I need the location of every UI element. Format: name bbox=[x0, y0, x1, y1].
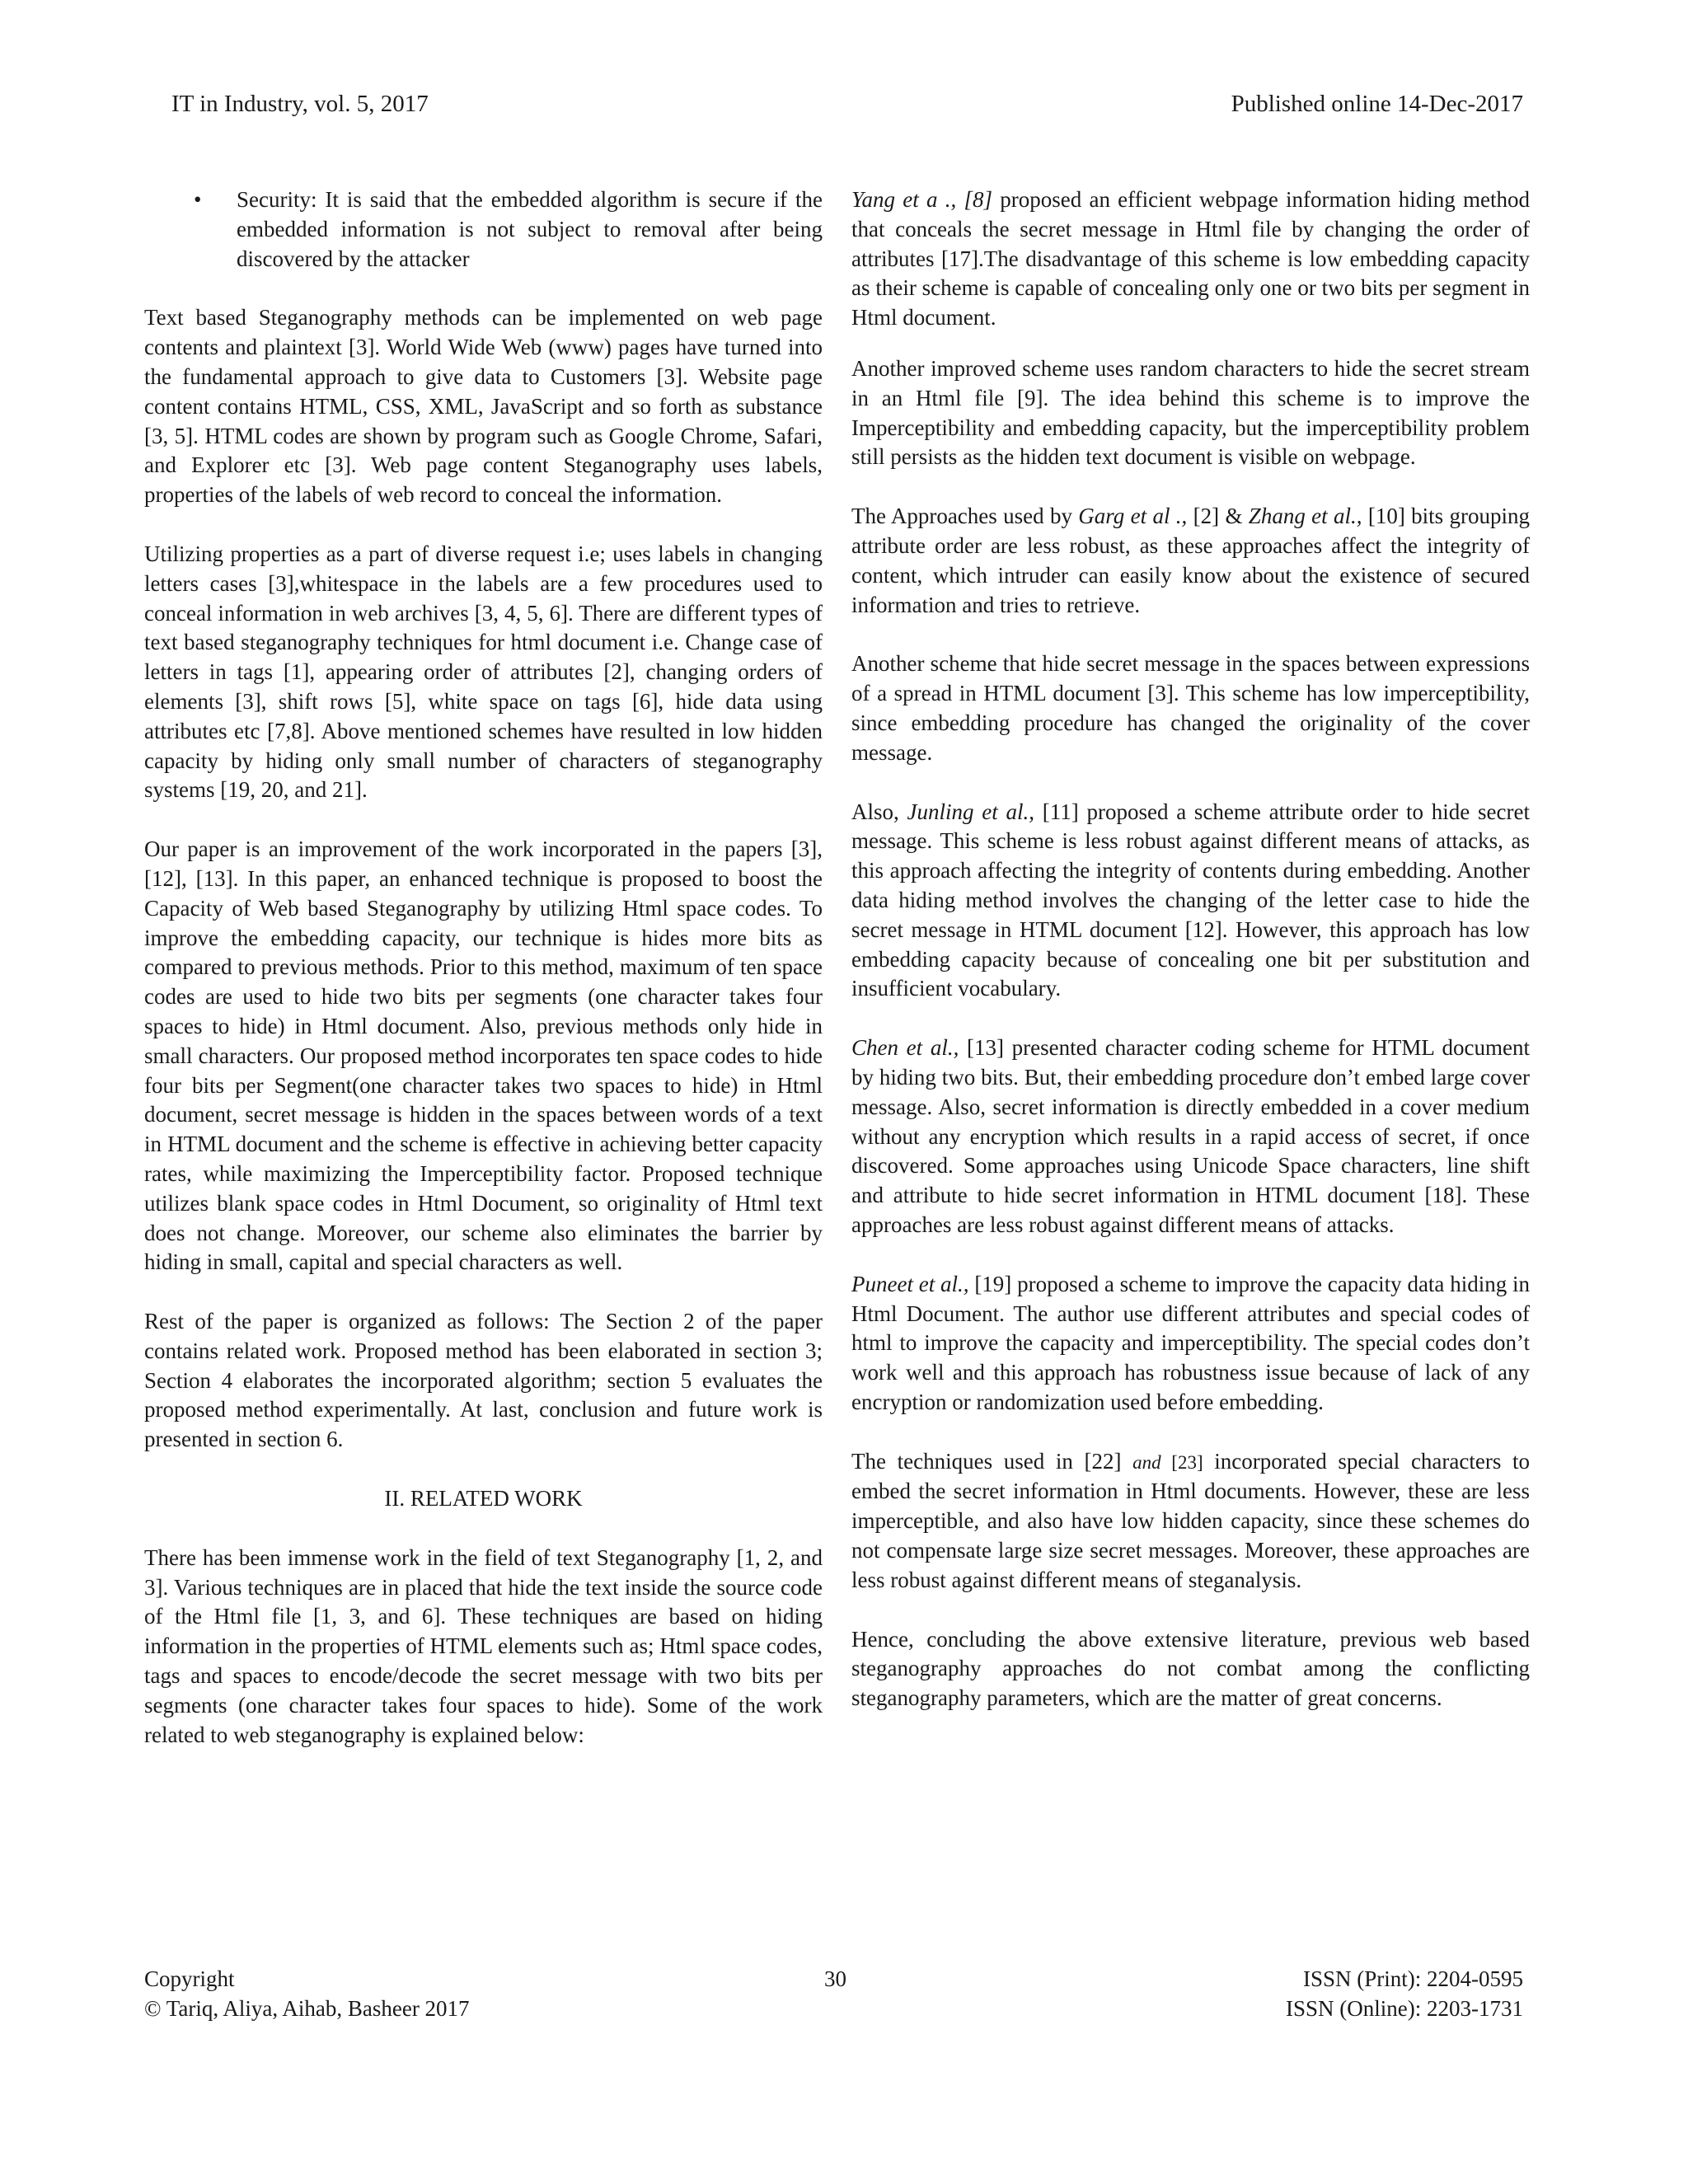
journal-header: IT in Industry, vol. 5, 2017 bbox=[171, 91, 429, 117]
right-column bbox=[851, 185, 1530, 1743]
author-citation: Garg et al ., bbox=[1078, 504, 1188, 529]
paragraph: Utilizing properties as a part of diverse request i.e; uses labels in changing letters cases [3],whitespace in the labels are a few procedures used to conceal information in web archives [3, 4, 5, 6]. There are different types of text based steganography techniques for html document i.e. Change case of letters in tags [1], appearing order of attributes [2], changing orders of elements [3], shift rows [5], white space on tags [6], hide data using attributes etc [7,8]. Above mentioned schemes have resulted in low hidden capacity by hiding only small number of characters of steganography systems [19, 20, and 21]. bbox=[144, 541, 823, 803]
paragraph: Another scheme that hide secret message in the spaces between expressions of a spread in HTML document [3]. This scheme has low imperceptibility, since embedding procedure has changed the originality of the cover message. bbox=[851, 651, 1530, 765]
paragraph: Another improved scheme uses random characters to hide the secret stream in an Html file [9]. The idea behind this scheme is to improve the Imperceptibility and embedding capacity, but the imperceptibility problem still persists as the hidden text document is visible on webpage. bbox=[851, 355, 1530, 470]
footer-copyright: Copyright © Tariq, Aliya, Aihab, Basheer 2017 bbox=[144, 1966, 470, 2021]
paragraph: There has been immense work in the field of text Steganography [1, 2, and 3]. Various techniques are in placed that hide the text inside the source code of the Html file [1, 3, and 6]. These techniques are based on hiding information in the properties of HTML elements such as; Html space codes, tags and spaces to encode/decode the secret message with two bits per segments (one character takes four spaces to hide). Some of the work related to web steganography is explained below: bbox=[144, 1544, 823, 1747]
author-citation: Zhang et al., bbox=[1248, 504, 1362, 529]
security-bullet bbox=[144, 185, 823, 274]
left-column bbox=[144, 185, 823, 1779]
author-citation: Yang et a ., [8] bbox=[851, 187, 992, 212]
footer-issn: ISSN (Print): 2204-0595 ISSN (Online): 2203-1731 bbox=[1286, 1966, 1523, 2021]
paragraph: Text based Steganography methods can be implemented on web page contents and plaintext [3]. World Wide Web (www) pages have turned into the fundamental approach to give data to Customers [3]. Website page content contains HTML, CSS, XML, JavaScript and so forth as substance [3, 5]. HTML codes are shown by program such as Google Chrome, Safari, and Explorer etc [3]. Web page content Steganography uses labels, properties of the labels of web record to conceal the information. bbox=[144, 305, 823, 508]
author-citation: Chen et al., bbox=[851, 1035, 959, 1061]
paragraph: Chen et al., [13] presented character coding scheme for HTML document by hiding two bits. But, their embedding procedure don’t embed large cover message. Also, secret information is directly embedded in a cover medium without any encryption which results in a rapid access of secret, if once discovered. Some approaches using Unicode Space characters, line shift and attribute to hide secret information in HTML document [18]. These approaches are less robust against different means of attacks. bbox=[851, 1035, 1530, 1237]
publication-date-header: Published online 14-Dec-2017 bbox=[1231, 91, 1523, 117]
page-number: 30 bbox=[824, 1966, 846, 1991]
author-citation: Junling et al., bbox=[907, 799, 1034, 824]
bullet-text: Security: It is said that the embedded algorithm is secure if the embedded information is not subject to removal after being discovered by the attacker bbox=[237, 187, 823, 271]
paragraph: Hence, concluding the above extensive literature, previous web based steganography approaches do not combat among the conflicting steganography parameters, which are the matter of great concerns. bbox=[851, 1626, 1530, 1711]
paragraph: The techniques used in [22] and [23] incorporated special characters to embed the secret information in Html documents. However, these are less imperceptible, and also have low hidden capacity, since these schemes do not compensate large size secret messages. Moreover, these approaches are less robust against different means of steganalysis. bbox=[851, 1448, 1530, 1592]
paragraph: Also, Junling et al., [11] proposed a scheme attribute order to hide secret message. This scheme is less robust against different means of attacks, as this approach affecting the integrity of contents during embedding. Another data hiding method involves the changing of the letter case to hide the secret message in HTML document [12]. However, this approach has low embedding capacity because of concealing one bit per substitution and insufficient vocabulary. bbox=[851, 799, 1530, 1001]
bullet-marker: • bbox=[194, 187, 202, 212]
author-citation: Puneet et al., bbox=[851, 1271, 969, 1296]
paragraph: Rest of the paper is organized as follows: The Section 2 of the paper contains related work. Proposed method has been elaborated in section 3; Section 4 elaborates the incorporated algorithm; section 5 evaluates the proposed method experimentally. At last, conclusion and future work is presented in section 6. bbox=[144, 1309, 823, 1452]
section-heading: II. RELATED WORK bbox=[384, 1486, 583, 1511]
paragraph: Our paper is an improvement of the work incorporated in the papers [3], [12], [13]. In this paper, an enhanced technique is proposed to boost the Capacity of Web based Steganography by utilizing Html space codes. To improve the embedding capacity, our technique is hides more bits as compared to previous methods. Prior to this method, maximum of ten space codes are used to hide two bits per segments (one character takes four spaces to hide) in Html document. Also, previous methods only hide in small characters. Our proposed method incorporates ten space codes to hide four bits per Segment(one character takes two spaces to hide) in Html document, secret message is hidden in the spaces between words of a text in HTML document and the scheme is effective in achieving better capacity rates, while maximizing the Imperceptibility factor. Proposed technique utilizes blank space codes in Html Document, so originality of Html text does not change. Moreover, our scheme also eliminates the barrier by hiding in small, capital and special characters as well. bbox=[144, 837, 823, 1275]
paragraph: Puneet et al., [19] proposed a scheme to improve the capacity data hiding in Html Document. The author use different attributes and special codes of html to improve the capacity and imperceptibility. The special codes don’t work well and this approach has robustness issue because of lack of any encryption or randomization used before embedding. bbox=[851, 1271, 1530, 1414]
paragraph: The Approaches used by Garg et al ., [2] & Zhang et al., [10] bits grouping attribute order are less robust, as these approaches affect the integrity of content, which intruder can easily know about the existence of secured information and tries to retrieve. bbox=[851, 504, 1530, 617]
paragraph: Yang et a ., [8] proposed an efficient webpage information hiding method that conceals the secret message in Html file by changing the order of attributes [17].The disadvantage of this scheme is low embedding capacity as their scheme is capable of concealing only one or two bits per segment in Html document. bbox=[851, 187, 1530, 330]
